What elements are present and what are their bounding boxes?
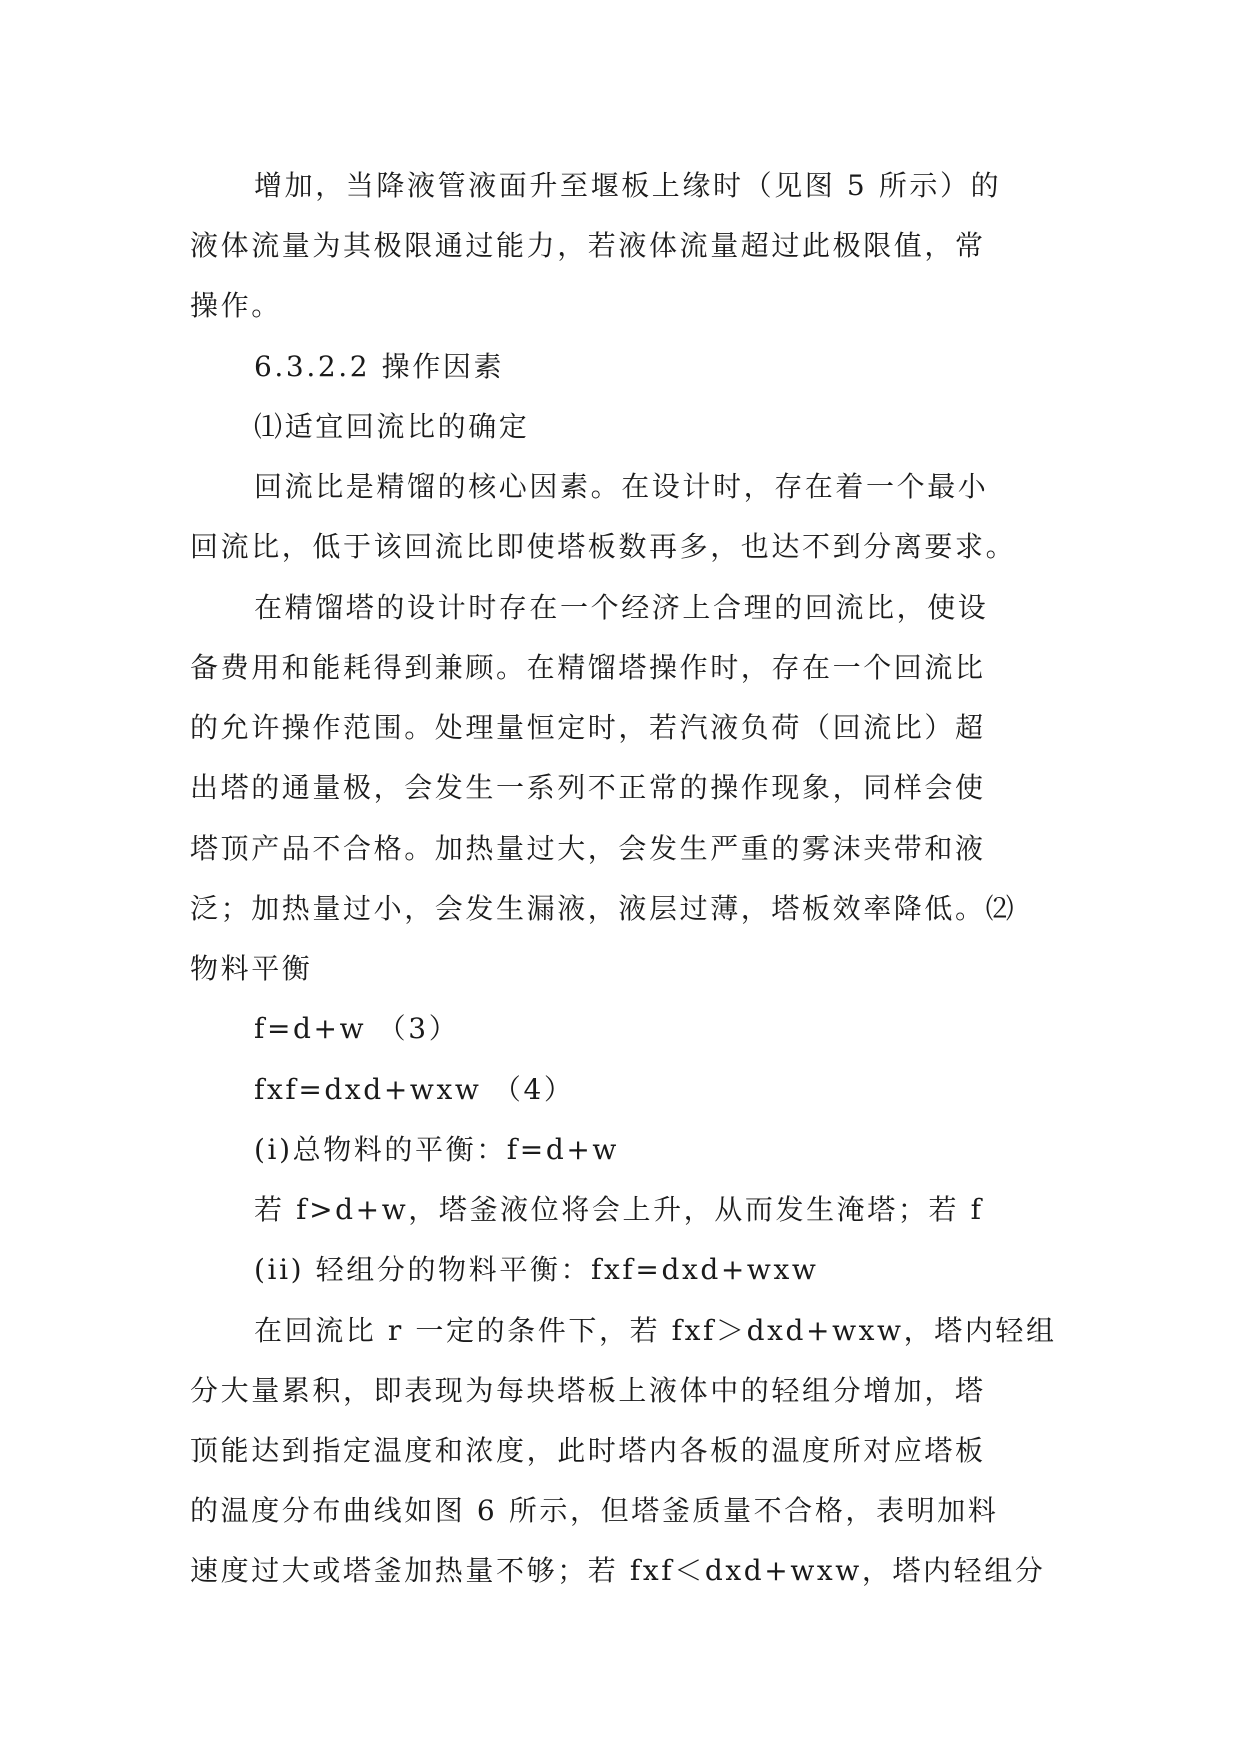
text-line: 的温度分布曲线如图 6 所示，但塔釜质量不合格，表明加料 — [190, 1494, 999, 1527]
text-line: 回流比是精馏的核心因素。在设计时，存在着一个最小 — [254, 470, 989, 503]
text-line: 在回流比 r 一定的条件下，若 fxf＞dxd+wxw，塔内轻组 — [254, 1314, 1057, 1347]
text-line: 的允许操作范围。处理量恒定时，若汽液负荷（回流比）超 — [190, 711, 986, 744]
text-line: 出塔的通量极，会发生一系列不正常的操作现象，同样会使 — [190, 771, 986, 804]
text-line: 泛；加热量过小，会发生漏液，液层过薄，塔板效率降低。⑵ — [190, 892, 1017, 925]
text-line: 塔顶产品不合格。加热量过大，会发生严重的雾沫夹带和液 — [190, 832, 986, 865]
text-line: 回流比，低于该回流比即使塔板数再多，也达不到分离要求。 — [190, 530, 1017, 563]
subsection-heading: ⑴适宜回流比的确定 — [254, 410, 530, 443]
text-line: 液体流量为其极限通过能力，若液体流量超过此极限值，常 — [190, 229, 986, 262]
text-line: 若 f>d+w，塔釜液位将会上升，从而发生淹塔；若 f — [254, 1193, 984, 1226]
text-line: (i)总物料的平衡：f=d+w — [254, 1133, 619, 1166]
text-line: 顶能达到指定温度和浓度，此时塔内各板的温度所对应塔板 — [190, 1434, 986, 1467]
text-line: 分大量累积，即表现为每块塔板上液体中的轻组分增加，塔 — [190, 1374, 986, 1407]
equation-line: fxf=dxd+wxw （4） — [254, 1073, 575, 1106]
text-line: 操作。 — [190, 289, 282, 322]
equation-line: f=d+w （3） — [254, 1012, 460, 1045]
section-heading: 6.3.2.2 操作因素 — [254, 350, 505, 383]
text-line: 增加，当降液管液面升至堰板上缘时（见图 5 所示）的 — [254, 169, 1002, 202]
text-line: 备费用和能耗得到兼顾。在精馏塔操作时，存在一个回流比 — [190, 651, 986, 684]
text-line: 速度过大或塔釜加热量不够；若 fxf＜dxd+wxw，塔内轻组分 — [190, 1554, 1046, 1587]
text-line: 物料平衡 — [190, 952, 313, 985]
text-line: (ii) 轻组分的物料平衡：fxf=dxd+wxw — [254, 1253, 819, 1286]
text-line: 在精馏塔的设计时存在一个经济上合理的回流比，使设 — [254, 591, 989, 624]
